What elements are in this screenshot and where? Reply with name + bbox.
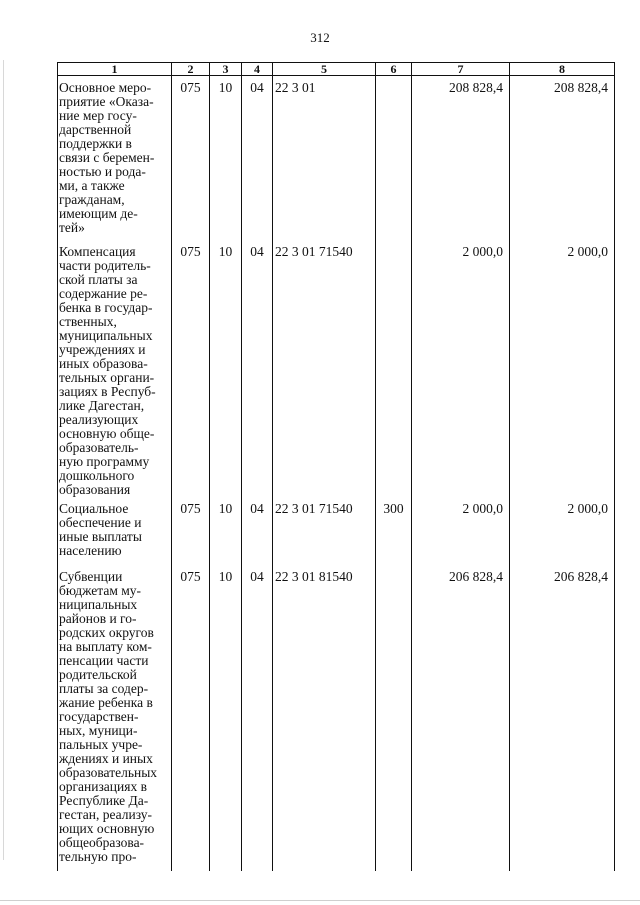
amount-year-1-cell — [412, 240, 510, 497]
amount-year-2-cell — [510, 240, 615, 497]
subsection-code-cell — [242, 497, 273, 565]
target-article-cell-value: 22 3 01 71540 — [275, 243, 353, 259]
item-name-line: обеспечение и — [59, 514, 142, 530]
item-name-line: тей» — [59, 220, 85, 235]
table-body — [58, 76, 615, 871]
table-row — [58, 76, 615, 240]
amount-year-2-cell — [510, 497, 615, 565]
expense-type-cell — [376, 240, 412, 497]
item-name-line: государствен- — [59, 708, 139, 724]
expense-type-cell — [376, 76, 412, 240]
subsection-code-cell-value: 04 — [250, 243, 264, 259]
item-name-line: тельных органи- — [59, 369, 155, 385]
subsection-code-cell — [242, 565, 273, 871]
ministry-code-cell — [172, 565, 210, 871]
section-code-cell-value: 10 — [218, 243, 233, 259]
amount-year-2-cell-value: 208 828,4 — [554, 80, 608, 95]
section-code-cell — [210, 497, 242, 565]
item-name-line: пальных учре- — [59, 736, 143, 752]
amount-year-2-cell — [510, 76, 615, 240]
item-name-line: бюджетам му- — [59, 582, 142, 598]
item-name-line: имеющим де- — [59, 206, 138, 221]
item-name-line: иных образова- — [59, 355, 148, 371]
section-code-cell — [210, 76, 242, 240]
amount-year-1-cell-value: 206 828,4 — [449, 568, 503, 584]
header-col-2: 2 — [172, 63, 210, 76]
item-name-line: районов и го- — [59, 610, 137, 626]
header-col-6: 6 — [376, 63, 412, 76]
item-name-line: ющих основную — [59, 820, 155, 836]
item-name-line: тельную про- — [59, 848, 137, 864]
ministry-code-cell-value: 075 — [180, 80, 201, 95]
table-row — [58, 240, 615, 497]
item-name-line: жание ребенка в — [59, 694, 153, 710]
header-col-8: 8 — [510, 63, 615, 76]
item-name-line: ской платы за — [59, 271, 138, 287]
header-col-4: 4 — [242, 63, 273, 76]
amount-year-1-cell-value: 2 000,0 — [462, 243, 503, 259]
item-name-line: ми, а также — [59, 178, 125, 193]
target-article-cell-value: 22 3 01 — [275, 80, 316, 95]
budget-table — [57, 62, 615, 871]
section-code-cell-value: 10 — [218, 500, 233, 516]
item-name-line: муниципальных — [59, 327, 153, 343]
subsection-code-cell — [242, 240, 273, 497]
item-name-line: Социальное — [59, 500, 129, 516]
section-code-cell — [210, 565, 242, 871]
item-name-line: родительской — [59, 666, 137, 682]
expense-type-cell-value: 300 — [383, 500, 404, 516]
item-name-line: пенсации части — [59, 652, 149, 668]
item-name-line: бенка в государ- — [59, 299, 153, 315]
item-name-line: Республике Да- — [59, 792, 149, 808]
item-name-line: на выплату ком- — [59, 638, 152, 654]
item-name-line: дошкольного — [59, 467, 135, 483]
item-name-line: организациях в — [59, 778, 147, 794]
expense-type-cell-value — [376, 76, 411, 81]
item-name-line: ниципальных — [59, 596, 138, 612]
subsection-code-cell-value: 04 — [250, 500, 264, 516]
item-name-line: Субвенции — [59, 568, 123, 584]
item-name-line: содержание ре- — [59, 285, 148, 301]
target-article-cell — [273, 240, 376, 497]
item-name-line: приятие «Оказа- — [59, 94, 154, 109]
ministry-code-cell — [172, 240, 210, 497]
item-name-line: гестан, реализу- — [59, 806, 152, 822]
item-name-line: ную программу — [59, 453, 150, 469]
target-article-cell — [273, 76, 376, 240]
item-name-line: образователь- — [59, 439, 139, 455]
item-name-line: ждениях и иных — [59, 750, 153, 766]
amount-year-1-cell-value: 2 000,0 — [462, 500, 503, 516]
section-code-cell-value: 10 — [218, 80, 233, 95]
header-col-3: 3 — [210, 63, 242, 76]
amount-year-2-cell-value: 2 000,0 — [567, 243, 608, 259]
item-name-line: связи с беремен- — [59, 150, 155, 165]
scan-edge-bottom — [0, 900, 640, 901]
expense-type-cell-value — [376, 240, 411, 245]
subsection-code-cell — [242, 76, 273, 240]
item-name-cell — [58, 565, 172, 871]
item-name-line: Основное меро- — [59, 80, 152, 95]
item-name-line: ственных, — [59, 313, 117, 329]
header-col-5: 5 — [273, 63, 376, 76]
expense-type-cell-value — [376, 565, 411, 570]
item-name-line: части родитель- — [59, 257, 151, 273]
target-article-cell-value: 22 3 01 71540 — [275, 500, 353, 516]
expense-type-cell — [376, 497, 412, 565]
ministry-code-cell-value: 075 — [180, 243, 201, 259]
scan-edge-left — [3, 60, 4, 860]
item-name-line: иные выплаты — [59, 528, 142, 544]
item-name-line: реализующих — [59, 411, 139, 427]
header-row — [58, 63, 615, 76]
amount-year-1-cell — [412, 76, 510, 240]
ministry-code-cell — [172, 497, 210, 565]
item-name-line: платы за содер- — [59, 680, 149, 696]
amount-year-2-cell-value: 2 000,0 — [567, 500, 608, 516]
header-col-1: 1 — [58, 63, 172, 76]
item-name-line: общеобразова- — [59, 834, 145, 850]
item-name-line: ных, муници- — [59, 722, 138, 738]
item-name-line: лике Дагестан, — [59, 397, 145, 413]
budget-table-wrapper — [57, 62, 614, 864]
item-name-cell — [58, 240, 172, 497]
item-name-line: гражданам, — [59, 192, 125, 207]
expense-type-cell — [376, 565, 412, 871]
item-name-line: поддержки в — [59, 136, 132, 151]
target-article-cell — [273, 565, 376, 871]
section-code-cell — [210, 240, 242, 497]
ministry-code-cell-value: 075 — [180, 500, 201, 516]
item-name-line: родских округов — [59, 624, 154, 640]
table-row — [58, 565, 615, 871]
item-name-line: зациях в Респуб- — [59, 383, 156, 399]
amount-year-1-cell — [412, 497, 510, 565]
page-number: 312 — [310, 30, 330, 45]
ministry-code-cell — [172, 76, 210, 240]
amount-year-1-cell-value: 208 828,4 — [449, 80, 503, 95]
item-name-line: ние мер госу- — [59, 108, 137, 123]
ministry-code-cell-value: 075 — [180, 568, 201, 584]
item-name-line: дарственной — [59, 122, 132, 137]
table-row — [58, 497, 615, 565]
item-name-line: основную обще- — [59, 425, 155, 441]
item-name-line: Компенсация — [59, 243, 136, 259]
subsection-code-cell-value: 04 — [250, 568, 264, 584]
section-code-cell-value: 10 — [218, 568, 233, 584]
header-col-7: 7 — [412, 63, 510, 76]
item-name-line: учреждениях и — [59, 341, 146, 357]
subsection-code-cell-value: 04 — [250, 80, 264, 95]
target-article-cell-value: 22 3 01 81540 — [275, 568, 353, 584]
item-name-cell — [58, 497, 172, 565]
amount-year-2-cell-value: 206 828,4 — [554, 568, 608, 584]
item-name-line: образования — [59, 481, 131, 497]
item-name-line: населению — [59, 542, 122, 558]
item-name-line: образовательных — [59, 764, 158, 780]
amount-year-2-cell — [510, 565, 615, 871]
item-name-cell — [58, 76, 172, 240]
amount-year-1-cell — [412, 565, 510, 871]
item-name-line: ностью и рода- — [59, 164, 146, 179]
target-article-cell — [273, 497, 376, 565]
